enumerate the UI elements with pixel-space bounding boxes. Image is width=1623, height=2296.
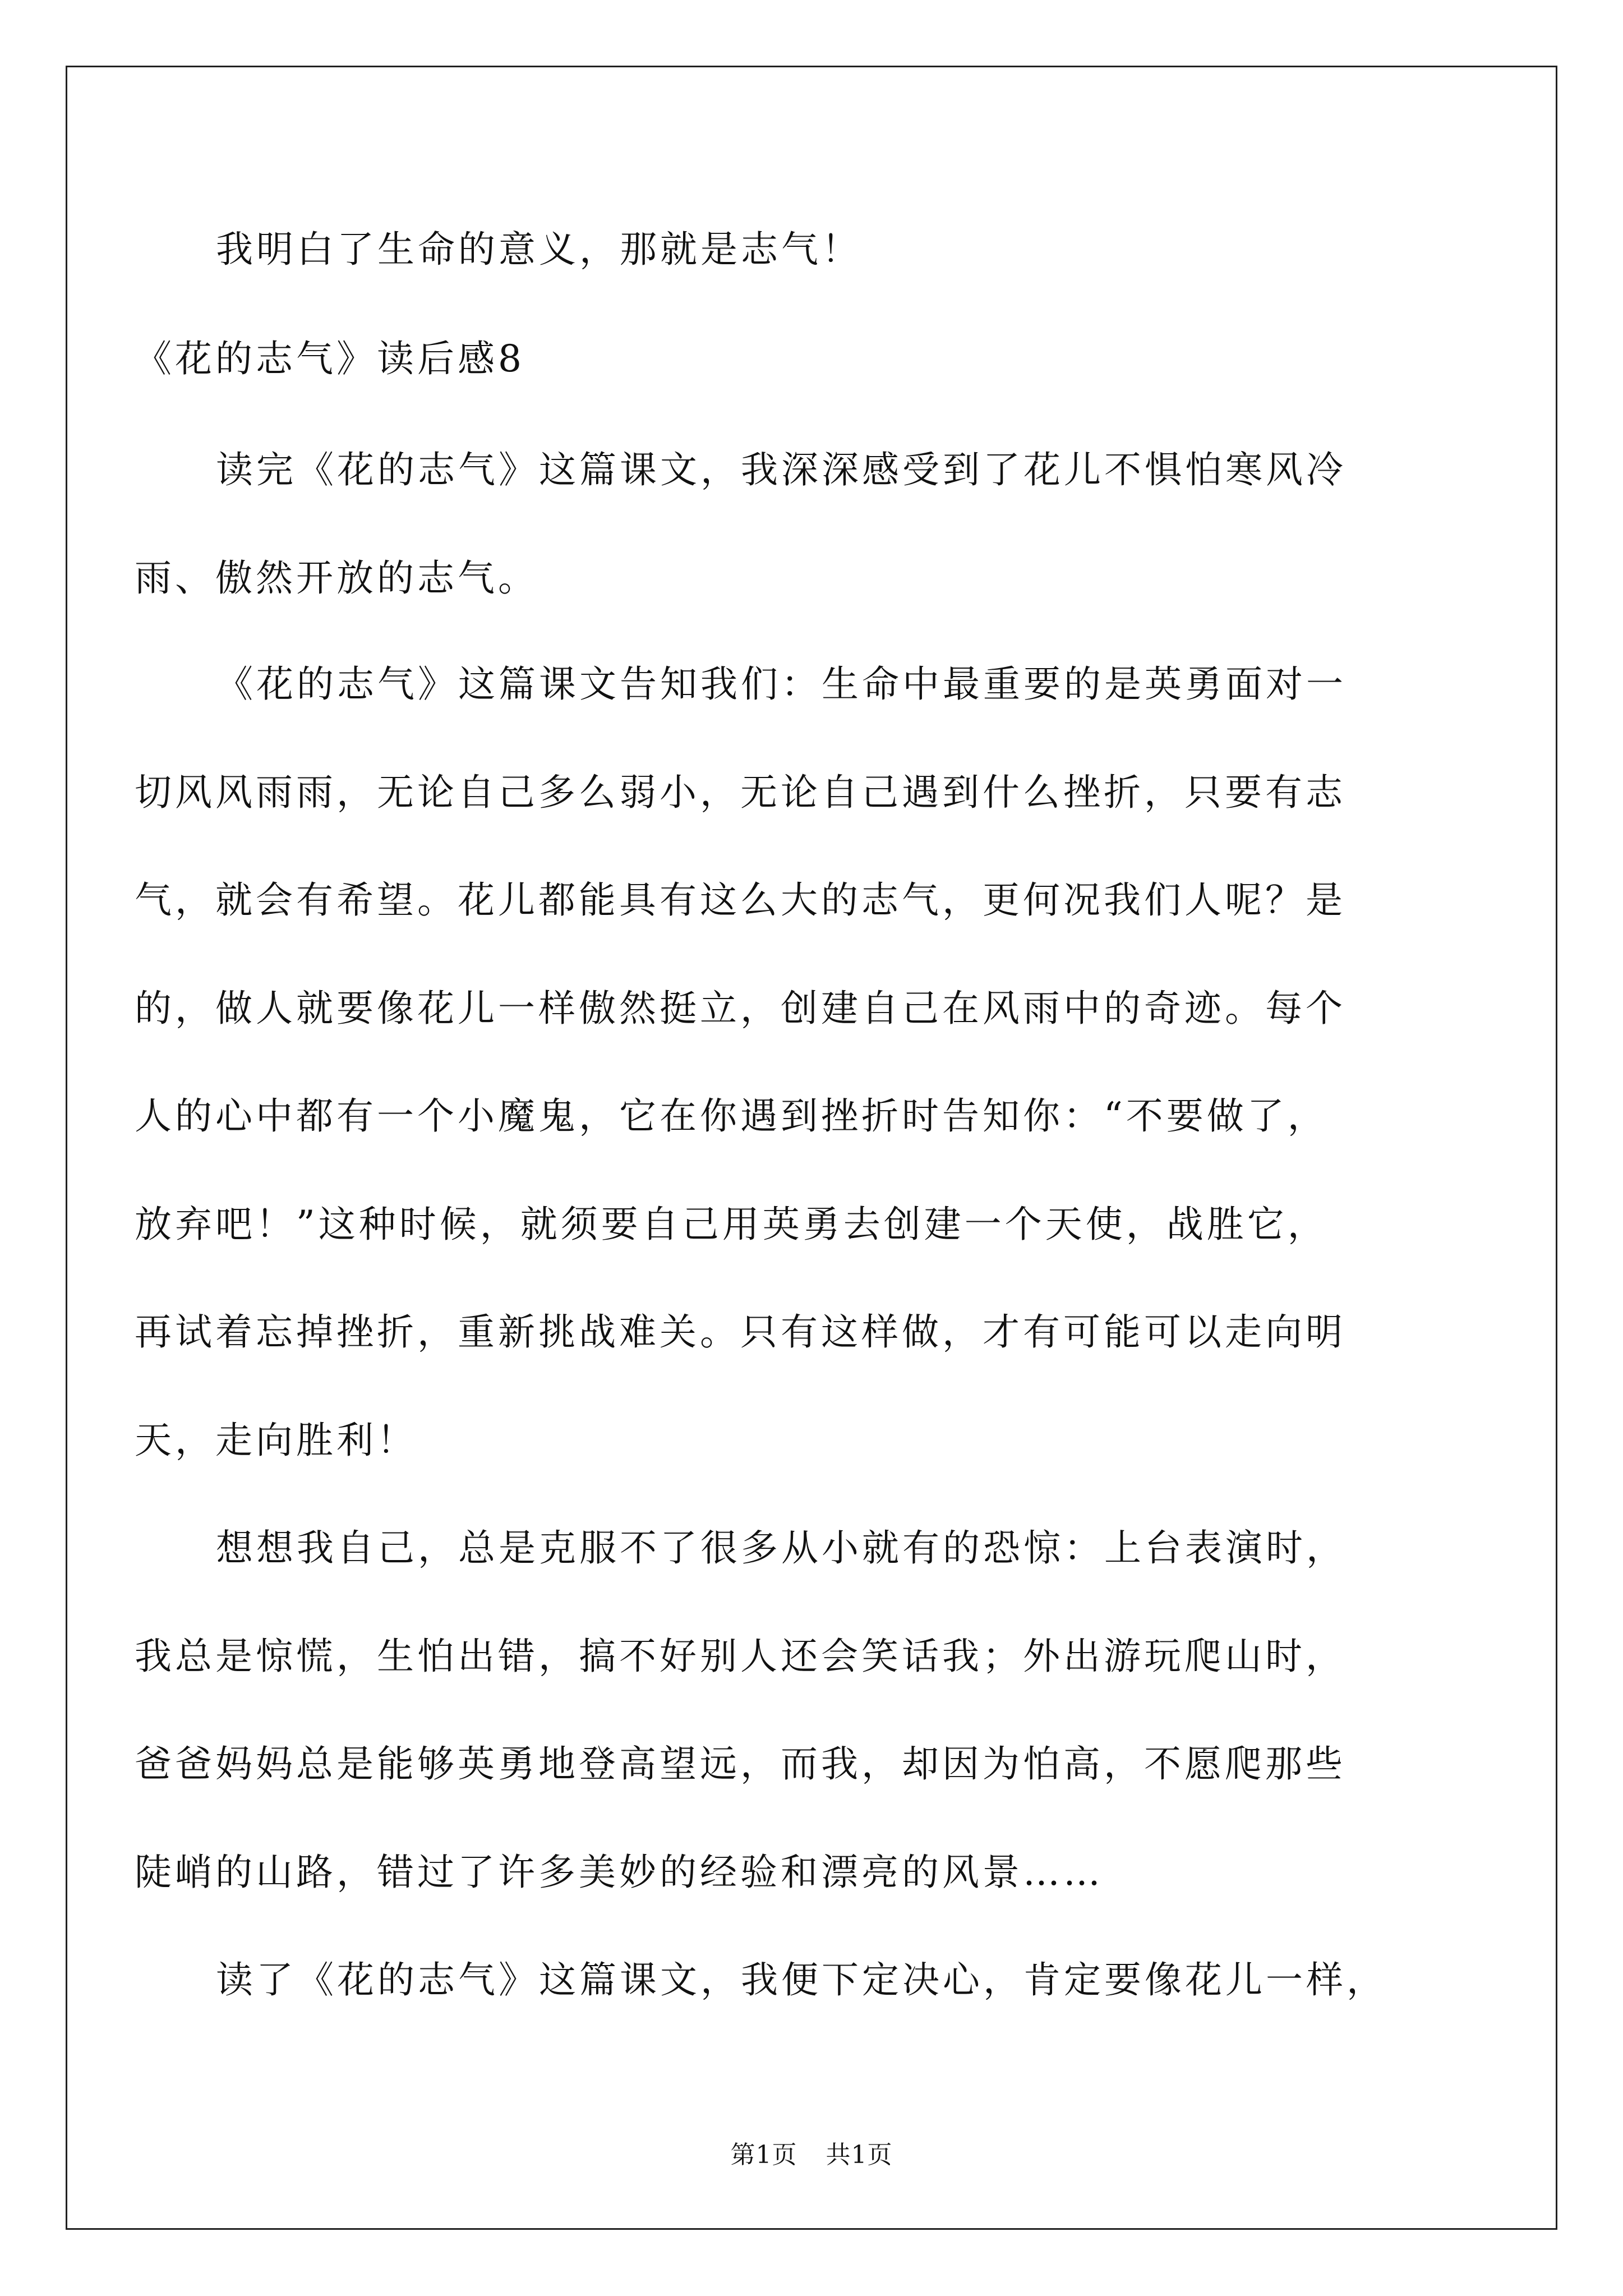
- paragraph-line: 再试着忘掉挫折，重新挑战难关。只有这样做，才有可能可以走向明: [135, 1310, 1346, 1354]
- page-number: 第1页: [730, 2141, 797, 2169]
- paragraph-line: 读完《花的志气》这篇课文，我深深感受到了花儿不惧怕寒风冷: [216, 448, 1347, 491]
- paragraph-line: 我总是惊慌，生怕出错，搞不好别人还会笑话我；外出游玩爬山时，: [135, 1635, 1346, 1678]
- paragraph-line: 放弃吧！”这种时候，就须要自己用英勇去创建一个天使，战胜它，: [135, 1203, 1328, 1246]
- paragraph-line: 的，做人就要像花儿一样傲然挺立，创建自己在风雨中的奇迹。每个: [135, 987, 1346, 1030]
- paragraph-line: 读了《花的志气》这篇课文，我便下定决心，肯定要像花儿一样，: [216, 1958, 1387, 2001]
- paragraph-line: 天，走向胜利！: [135, 1419, 417, 1462]
- paragraph-line: 人的心中都有一个小魔鬼，它在你遇到挫折时告知你：“不要做了，: [135, 1094, 1328, 1138]
- paragraph-line: 气，就会有希望。花儿都能具有这么大的志气，更何况我们人呢？是: [135, 878, 1346, 922]
- paragraph-line: 陡峭的山路，错过了许多美妙的经验和漂亮的风景……: [135, 1851, 1104, 1894]
- paragraph-line: 《花的志气》这篇课文告知我们：生命中最重要的是英勇面对一: [216, 662, 1347, 706]
- page-total: 共1页: [826, 2141, 893, 2169]
- page-border: [66, 66, 1557, 2230]
- paragraph-line: 爸爸妈妈总是能够英勇地登高望远，而我，却因为怕高，不愿爬那些: [135, 1742, 1346, 1786]
- paragraph-line: 雨、傲然开放的志气。: [135, 556, 538, 600]
- paragraph-line: 我明白了生命的意义，那就是志气！: [216, 228, 862, 271]
- section-heading: 《花的志气》读后感8: [135, 337, 525, 380]
- page-footer: [0, 2134, 1623, 2170]
- paragraph-line: 切风风雨雨，无论自己多么弱小，无论自己遇到什么挫折，只要有志: [135, 771, 1346, 814]
- paragraph-line: 想想我自己，总是克服不了很多从小就有的恐惊：上台表演时，: [216, 1526, 1347, 1570]
